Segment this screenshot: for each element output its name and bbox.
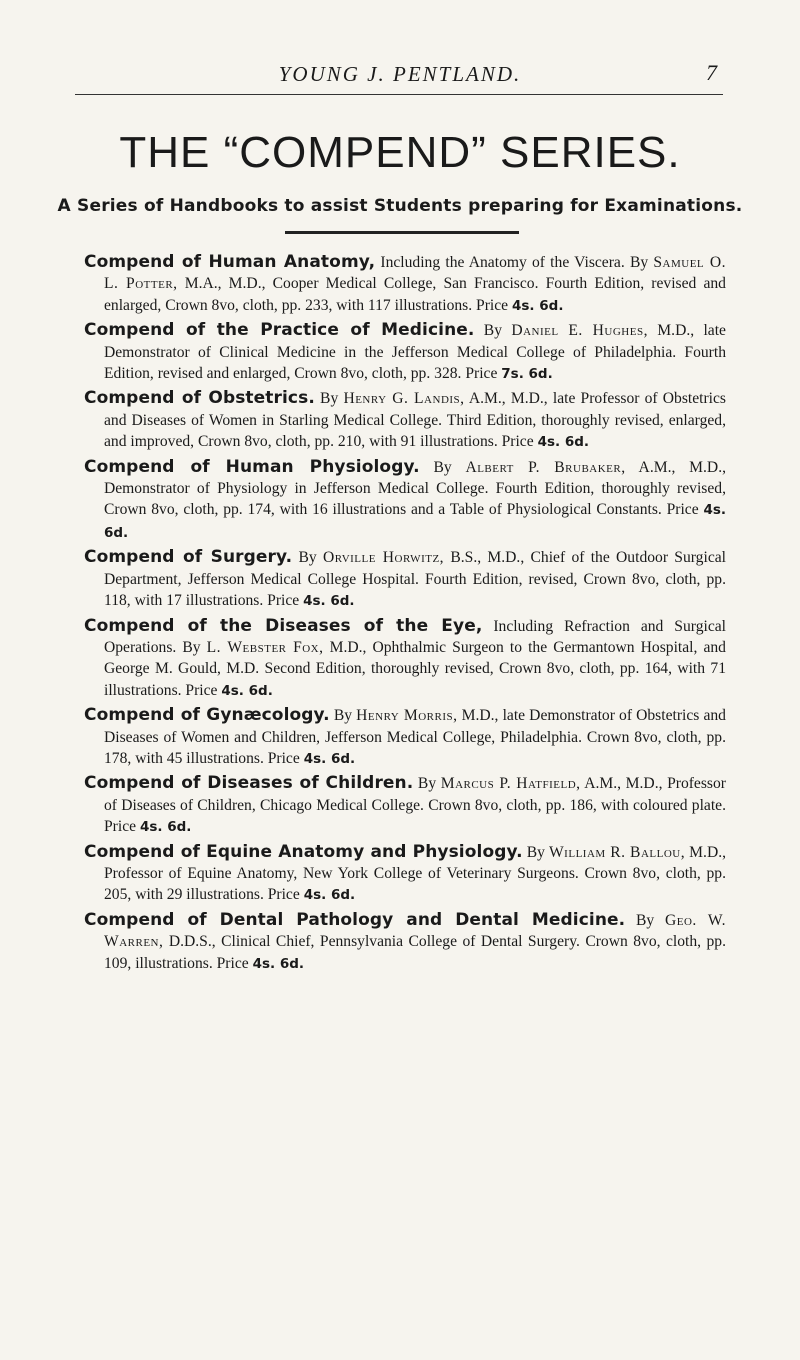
book-title: Compend of Human Anatomy, [84, 252, 376, 272]
book-lead: Including Refraction and Surgical Operations. By [104, 617, 726, 656]
book-details: D.D.S., Clinical Chief, Pennsylvania College of Dental Surgery. Crown 8vo, cloth, pp. 109, illustrations. Price [104, 933, 726, 972]
book-details: M.D., late Demonstrator of Obstetrics and Diseases of Women and Children, Jefferson Medical College, Philadelphia. Crown 8vo, cloth, pp. 178, with 45 illustrations. Price [104, 707, 726, 767]
book-lead: By [522, 843, 549, 861]
book-lead: By [329, 707, 357, 725]
book-price: 4s. 6d. [139, 819, 192, 836]
book-title: Compend of Gynæcology. [84, 705, 330, 726]
book-lead: By [419, 458, 466, 476]
book-lead: Including the Anatomy of the Viscera. By [375, 254, 654, 271]
book-author: Samuel O. L. Potter, [104, 254, 727, 293]
book-list [84, 252, 726, 978]
book-author: Albert P. Brubaker, [465, 458, 626, 476]
book-author: Orville Horwitz, [322, 549, 445, 567]
book-details: A.M., M.D., Professor of Diseases of Children, Chicago Medical College. Crown 8vo, cloth, pp. 186, with coloured plate. Price [104, 775, 726, 836]
book-price: 4s. 6d. [104, 502, 726, 541]
book-price: 4s. 6d. [512, 297, 564, 314]
book-entry [84, 910, 726, 975]
book-title: Compend of Human Physiology. [84, 456, 420, 477]
book-price: 7s. 6d. [501, 366, 553, 383]
series-title: THE “COMPEND” SERIES. [119, 128, 681, 177]
book-details: M.A., M.D., Cooper Medical College, San Francisco. Fourth Edition, revised and enlarged, Crown 8vo, cloth, pp. 233, with 117 illustrations. Price [104, 275, 726, 314]
book-title: Compend of Surgery. [84, 547, 293, 568]
book-title: Compend of the Practice of Medicine. [84, 320, 475, 341]
book-entry [84, 616, 726, 703]
book-lead: By [314, 390, 344, 408]
book-entry [84, 388, 726, 453]
book-entry [84, 457, 726, 545]
book-price: 4s. 6d. [303, 593, 355, 610]
book-details: B.S., M.D., Chief of the Outdoor Surgical Department, Jefferson Medical College Hospital. Fourth Edition, revised, Crown 8vo, cloth, pp. 118, with 17 illustrations. Price [104, 549, 726, 610]
book-author: Daniel E. Hughes, [511, 322, 648, 340]
book-title: Compend of Obstetrics. [84, 388, 315, 409]
book-details: M.D., late Demonstrator of Clinical Medicine in the Jefferson Medical College of Philadelphia. Fourth Edition, revised and enlarged, Crown 8vo, cloth, pp. 328. Price [104, 322, 726, 383]
book-details: M.D., Professor of Equine Anatomy, New York College of Veterinary Surgeons. Crown 8vo, cloth, pp. 205, with 29 illustrations. Price [104, 843, 727, 904]
book-lead: By [474, 322, 512, 340]
header-rule [75, 94, 723, 95]
section-rule [285, 231, 519, 234]
book-lead: By [413, 775, 441, 793]
book-lead: By [625, 911, 665, 929]
book-price: 4s. 6d. [303, 887, 356, 904]
book-author: L. Webster Fox, [206, 638, 324, 656]
book-entry [84, 705, 726, 770]
book-title: Compend of Equine Anatomy and Physiology. [84, 841, 523, 862]
book-details: A.M., M.D., late Professor of Obstetrics and Diseases of Women in Starling Medical College. Third Edition, thoroughly revised, enlarged, and improved, Crown 8vo, cloth, pp. 210, with 91 illustrations. Price [104, 390, 727, 451]
book-lead: By [292, 549, 323, 567]
book-price: 4s. 6d. [537, 434, 590, 451]
book-entry [84, 773, 726, 838]
book-title: Compend of Dental Pathology and Dental Medicine. [84, 909, 626, 930]
book-entry [84, 842, 726, 907]
book-details: A.M., M.D., Demonstrator of Physiology in Jefferson Medical College. Fourth Edition, thoroughly revised, Crown 8vo, cloth, pp. 174, with 16 illustrations and a Table of Physiological Constants. Price [104, 458, 726, 519]
page-number: 7 [706, 60, 717, 85]
book-author: William R. Ballou, [548, 843, 686, 861]
book-title: Compend of Diseases of Children. [84, 773, 414, 794]
book-author: Henry G. Landis, [343, 390, 465, 408]
book-price: 4s. 6d. [303, 750, 356, 767]
book-title: Compend of the Diseases of the Eye, [84, 615, 483, 636]
book-price: 4s. 6d. [221, 682, 273, 699]
book-entry [84, 252, 726, 317]
book-author: Henry Morris, [356, 707, 458, 725]
book-details: M.D., Ophthalmic Surgeon to the Germantown Hospital, and George M. Gould, M.D. Second Edition, thoroughly revised, Crown 8vo, cloth, pp. 164, with 71 illustrations. Price [104, 638, 726, 699]
series-subtitle: A Series of Handbooks to assist Students preparing for Examinations. [57, 196, 743, 216]
book-author: Marcus P. Hatfield, [440, 775, 581, 793]
book-entry [84, 547, 726, 612]
book-entry [84, 320, 726, 385]
book-price: 4s. 6d. [252, 955, 305, 972]
running-head: YOUNG J. PENTLAND. [278, 62, 522, 86]
book-author: Geo. W. Warren, [104, 911, 727, 951]
